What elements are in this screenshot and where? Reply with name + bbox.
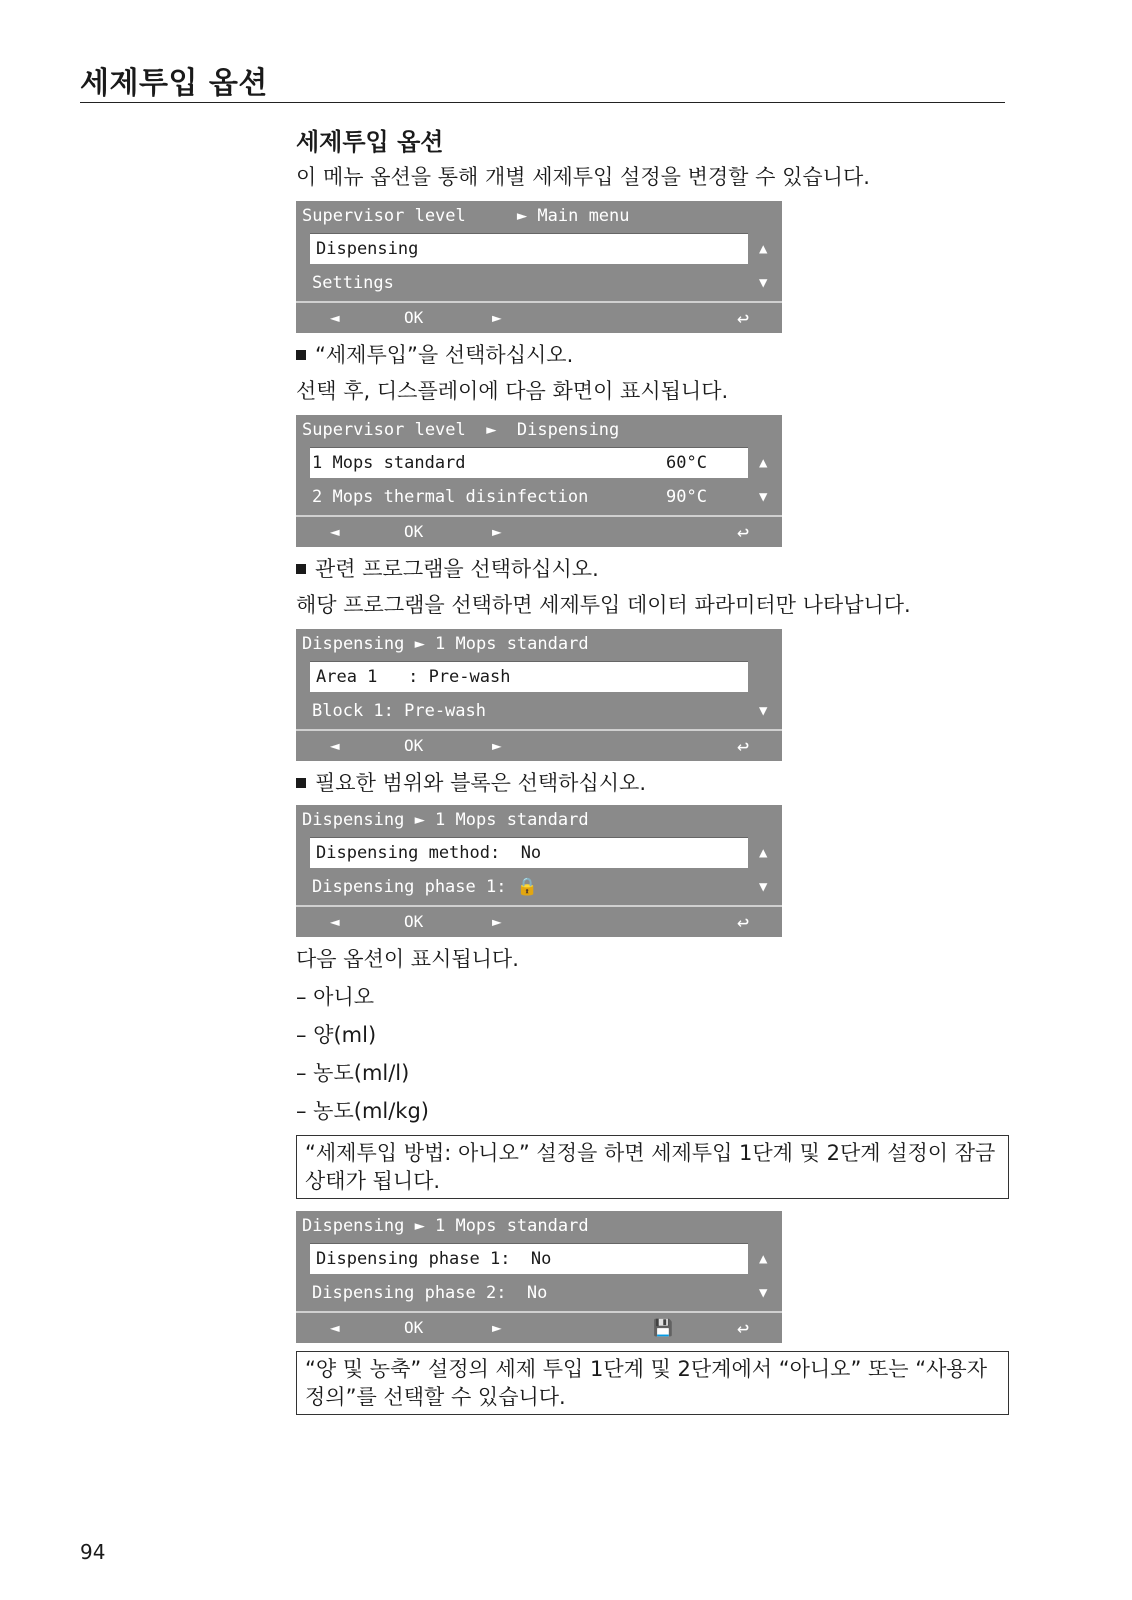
page-number: 94 [80,1540,106,1564]
area-item[interactable] [296,661,782,693]
section-intro: 이 메뉴 옵션을 통해 개별 세제투입 설정을 변경할 수 있습니다. [296,165,870,189]
dispensing-phase-2-item[interactable] [296,1277,782,1309]
display-header: Supervisor level ► Main menu [302,206,630,226]
display-header: Dispensing ► 1 Mops standard [302,1216,589,1236]
block-item[interactable] [296,695,782,727]
down-triangle-icon[interactable]: ▼ [759,275,768,291]
options-intro: 다음 옵션이 표시됩니다. [296,947,519,971]
header-divider [80,102,1005,103]
dispensing-method-item[interactable] [296,837,782,869]
display-area-block [296,629,782,761]
left-arrow-icon[interactable]: ◄ [330,736,340,755]
program-label: 2 Mops thermal disinfection [312,487,589,507]
program-item-2[interactable] [296,481,782,513]
display-header: Dispensing ► 1 Mops standard [302,810,589,830]
back-icon[interactable]: ↩ [737,910,750,934]
step-2-note: 해당 프로그램을 선택하면 세제투입 데이터 파라미터만 나타납니다. [296,593,911,617]
display-footer [296,905,782,937]
down-triangle-icon[interactable]: ▼ [759,489,768,505]
dispensing-phase-label: Dispensing phase 1: 🔒 [312,877,538,897]
display-footer [296,515,782,547]
left-arrow-icon[interactable]: ◄ [330,522,340,541]
up-triangle-icon[interactable]: ▲ [759,1251,768,1267]
right-arrow-icon[interactable]: ► [492,912,502,931]
bullet-square-icon [296,564,306,574]
display-footer [296,729,782,761]
left-arrow-icon[interactable]: ◄ [330,308,340,327]
ok-button[interactable]: OK [404,912,424,931]
up-triangle-icon[interactable]: ▲ [759,455,768,471]
note-box-1: “세제투입 방법: 아니오” 설정을 하면 세제투입 1단계 및 2단계 설정이 잠금 상태가 됩니다. [296,1135,1009,1199]
ok-button[interactable]: OK [404,522,424,541]
area-label: Area 1 : Pre-wash [316,667,511,687]
back-icon[interactable]: ↩ [737,734,750,758]
ok-button[interactable]: OK [404,1318,424,1337]
display-dispensing-programs [296,415,782,547]
main-content [296,120,1016,1427]
display-header: Dispensing ► 1 Mops standard [302,634,589,654]
note-box-2: “양 및 농축” 설정의 세제 투입 1단계 및 2단계에서 “아니오” 또는 “사용자 정의”를 선택할 수 있습니다. [296,1351,1009,1415]
option-item: – 농도(ml/l) [296,1061,410,1085]
down-triangle-icon[interactable]: ▼ [759,879,768,895]
block-label: Block 1: Pre-wash [312,701,486,721]
menu-item-label: Dispensing [316,239,419,259]
dispensing-phase-1-label: Dispensing phase 1: No [316,1249,552,1269]
option-item: – 아니오 [296,985,375,1009]
dispensing-phase-item[interactable] [296,871,782,903]
program-item-1[interactable] [296,447,782,479]
right-arrow-icon[interactable]: ► [492,1318,502,1337]
dispensing-phase-2-label: Dispensing phase 2: No [312,1283,548,1303]
dispensing-phase-1-item[interactable] [296,1243,782,1275]
bullet-square-icon [296,778,306,788]
display-main-menu [296,201,782,333]
step-2: 관련 프로그램을 선택하십시오. [296,555,1016,583]
page-header-title: 세제투입 옵션 [80,66,268,101]
down-triangle-icon[interactable]: ▼ [759,703,768,719]
right-arrow-icon[interactable]: ► [492,736,502,755]
section-title: 세제투입 옵션 [296,128,444,156]
right-arrow-icon[interactable]: ► [492,522,502,541]
back-icon[interactable]: ↩ [737,520,750,544]
menu-item-settings[interactable] [296,267,782,299]
left-arrow-icon[interactable]: ◄ [330,1318,340,1337]
menu-item-dispensing[interactable] [296,233,782,265]
program-label: 1 Mops standard [312,453,466,473]
step-1: “세제투입”을 선택하십시오. [296,341,1016,369]
down-triangle-icon[interactable]: ▼ [759,1285,768,1301]
save-icon[interactable]: 💾 [653,1318,673,1337]
display-footer [296,301,782,333]
display-header: Supervisor level ► Dispensing [302,420,620,440]
option-item: – 농도(ml/kg) [296,1099,429,1123]
display-footer [296,1311,782,1343]
back-icon[interactable]: ↩ [737,1316,750,1340]
option-item: – 양(ml) [296,1023,377,1047]
up-triangle-icon[interactable]: ▲ [759,845,768,861]
back-icon[interactable]: ↩ [737,306,750,330]
step-1-note: 선택 후, 디스플레이에 다음 화면이 표시됩니다. [296,379,729,403]
menu-item-label: Settings [312,273,394,293]
up-triangle-icon[interactable]: ▲ [759,241,768,257]
left-arrow-icon[interactable]: ◄ [330,912,340,931]
ok-button[interactable]: OK [404,736,424,755]
program-temperature: 90°C [666,487,707,507]
bullet-square-icon [296,350,306,360]
display-dispensing-method [296,805,782,937]
ok-button[interactable]: OK [404,308,424,327]
right-arrow-icon[interactable]: ► [492,308,502,327]
display-dispensing-phases [296,1211,782,1343]
step-3: 필요한 범위와 블록은 선택하십시오. [296,769,1016,797]
dispensing-method-label: Dispensing method: No [316,843,542,863]
program-temperature: 60°C [666,453,707,473]
